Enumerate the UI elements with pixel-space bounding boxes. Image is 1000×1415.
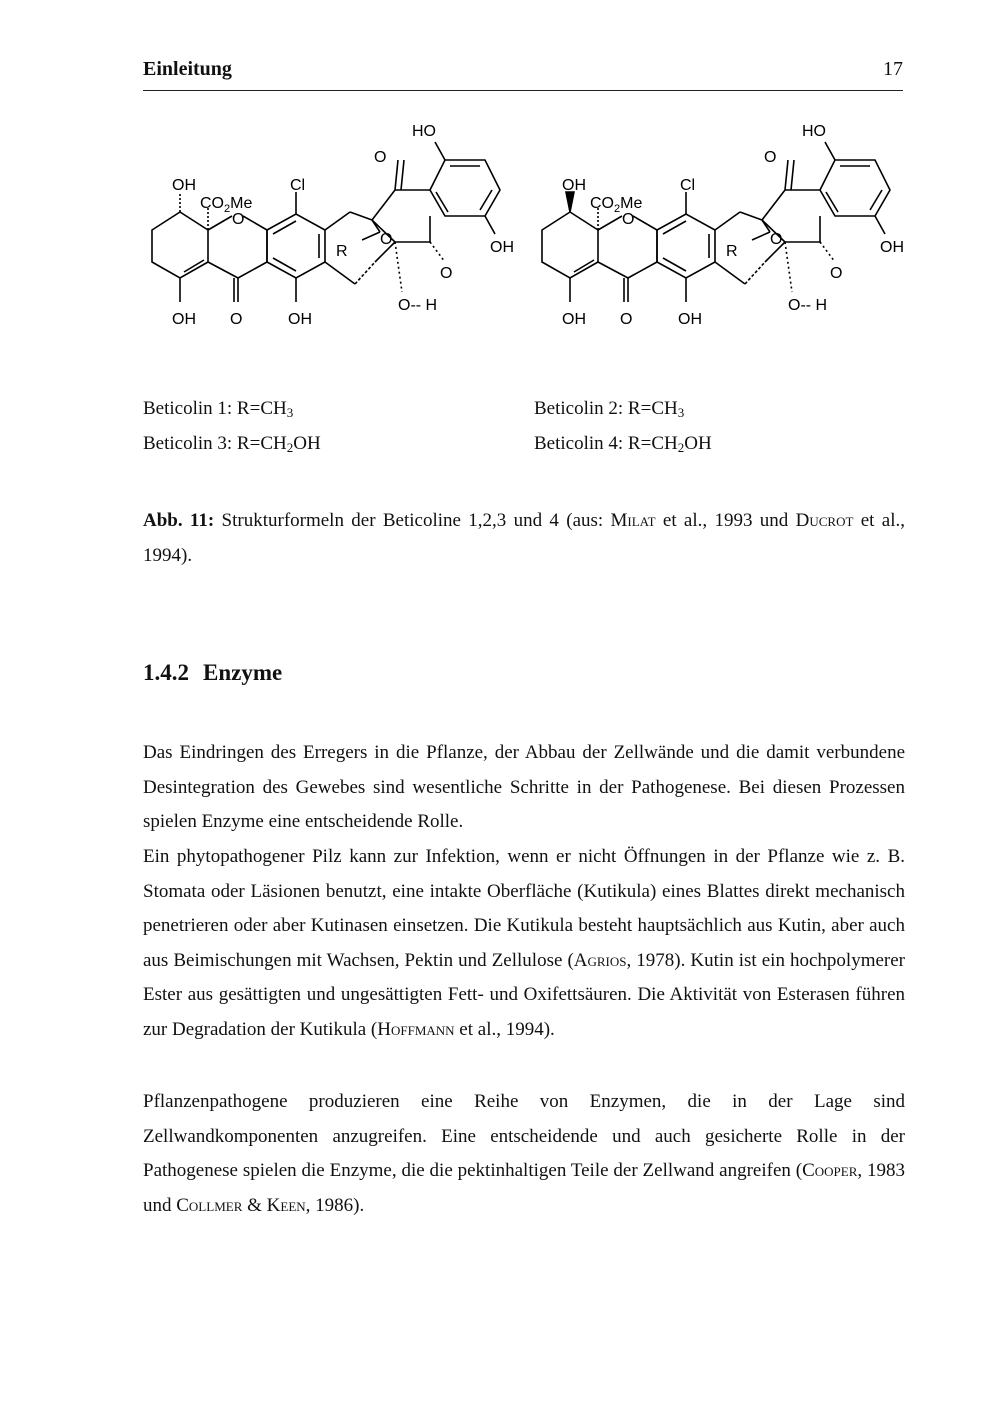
beticolin-1-label: Beticolin 1: $R=CH_3$ bbox=[143, 398, 294, 420]
hydroxy-bottom-mid-label: OH bbox=[288, 311, 312, 328]
hemiketal-oxygen-label: O bbox=[440, 265, 453, 282]
oh-label: OH bbox=[562, 177, 586, 194]
beticolin-3-label: Beticolin 3: $R=CH_2OH$ bbox=[143, 433, 321, 455]
bottom-oxygen-label: O bbox=[620, 311, 633, 328]
hydroxy-bottom-left-label: OH bbox=[172, 311, 196, 328]
beticolin-structure-1 bbox=[140, 112, 520, 332]
section-heading bbox=[143, 660, 282, 686]
keto-oxygen-label: O bbox=[374, 149, 387, 166]
hemiketal-oxygen-label: O bbox=[830, 265, 843, 282]
chapter-title: Einleitung bbox=[143, 58, 232, 80]
paragraph: Ein phytopathogener Pilz kann zur Infektion, wenn er nicht Öffnungen in der Pflanze wie z. B. Stomata oder Läsionen benutzt, eine intakte Oberfläche (Kutikula) eines Blattes direkt mechanisch penetrieren oder aber Kutinasen einsetzen. Die Kutikula besteht hauptsächlich aus Kutin, aber auch aus Beimischungen mit Wachsen, Pektin und Zellulose (Agrios, 1978). Kutin ist ein hochpolymerer Ester aus gesättigten und ungesättigten Fett- und Oxifettsäuren. Die Aktivität von Esterasen führen zur Degradation der Kutikula (Hoffmann et al., 1994). bbox=[143, 846, 906, 1040]
ring-oxygen-label: O bbox=[232, 211, 245, 228]
paragraph: Pflanzenpathogene produzieren eine Reihe von Enzymen, die in der Lage sind Zellwandkomponenten anzugreifen. Eine entscheidende und auch gesicherte Rolle in der Pathogenese spielen die Enzyme, die die pektinhaltigen Teile der Zellwand angreifen (Cooper, 1983 und Collmer & Keen, 1986). bbox=[143, 1091, 905, 1216]
chlorine-label: Cl bbox=[290, 177, 306, 194]
epoxide-oxygen-label: O bbox=[380, 231, 393, 248]
beticolin-structure-2 bbox=[530, 112, 910, 332]
hydroxy-right-label: OH bbox=[880, 239, 904, 256]
chlorine-label: Cl bbox=[680, 177, 696, 194]
author-citation: Hoffmann bbox=[377, 1018, 455, 1040]
section-number: 1.4.2 bbox=[143, 660, 189, 685]
co2me-label: $CO_2Me$ bbox=[200, 195, 253, 215]
author-citation: Milat bbox=[610, 510, 656, 531]
author-citation: Keen bbox=[266, 1194, 306, 1216]
figure-caption: Abb. 11: Strukturformeln der Beticoline 1,2,3 und 4 (aus: Milat et al., 1993 und Ducrot et al., 1994). bbox=[143, 510, 905, 566]
section-title: Enzyme bbox=[203, 660, 283, 685]
page-number: 17 bbox=[883, 58, 903, 80]
author-citation: Agrios bbox=[573, 949, 627, 971]
author-citation: Ducrot bbox=[795, 510, 854, 531]
co2me-label: $CO_2Me$ bbox=[590, 195, 643, 215]
author-citation: Collmer bbox=[176, 1194, 243, 1216]
beticolin-2-label: Beticolin 2: $R=CH_3$ bbox=[534, 398, 685, 420]
hydrogen-bond-label: O-- H bbox=[788, 297, 828, 314]
hydroxy-bottom-left-label: OH bbox=[562, 311, 586, 328]
epoxide-oxygen-label: O bbox=[770, 231, 783, 248]
bottom-oxygen-label: O bbox=[230, 311, 243, 328]
r-group-label: R bbox=[336, 243, 348, 260]
r-group-label: R bbox=[726, 243, 738, 260]
paragraph: Das Eindringen des Erregers in die Pflanze, der Abbau der Zellwände und die damit verbundene Desintegration des Gewebes sind wesentliche Schritte in der Pathogenese. Bei diesen Prozessen spielen Enzyme eine entscheidende Rolle. bbox=[143, 742, 905, 833]
hydroxy-right-label: OH bbox=[490, 239, 514, 256]
figure-label: Abb. 11: bbox=[143, 510, 215, 531]
hydroxy-bottom-mid-label: OH bbox=[678, 311, 702, 328]
author-citation: Cooper bbox=[802, 1160, 858, 1182]
chemical-structure-drawing bbox=[530, 112, 910, 332]
ring-oxygen-label: O bbox=[622, 211, 635, 228]
keto-oxygen-label: O bbox=[764, 149, 777, 166]
hydroxy-top-label: HO bbox=[412, 123, 436, 140]
oh-label: OH bbox=[172, 177, 196, 194]
hydrogen-bond-label: O-- H bbox=[398, 297, 438, 314]
page-header bbox=[143, 58, 903, 91]
hydroxy-top-label: HO bbox=[802, 123, 826, 140]
beticolin-4-label: Beticolin 4: $R=CH_2OH$ bbox=[534, 433, 712, 455]
chemical-structure-drawing bbox=[140, 112, 520, 332]
